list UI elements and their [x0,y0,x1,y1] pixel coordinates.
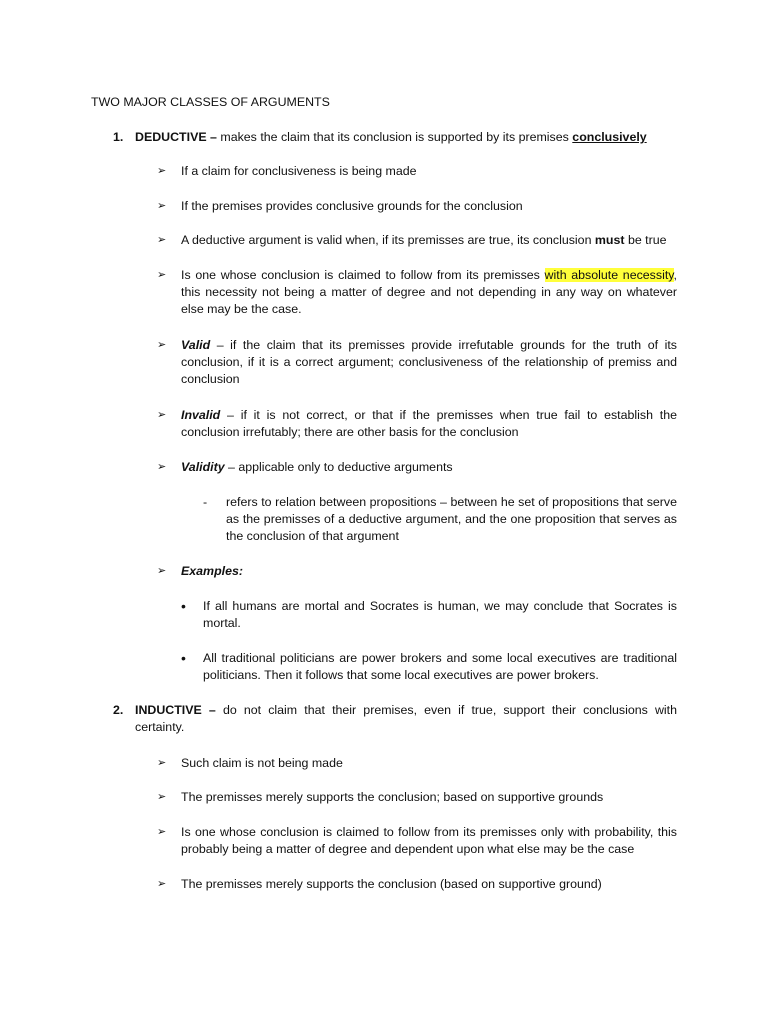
list-item [157,198,677,215]
arrow-bullet-icon: ➢ [157,339,167,351]
list-item [203,494,677,545]
inductive-number: 2. [113,703,124,717]
deductive-definition [135,129,677,146]
validity-subpoint: refers to relation between propositions – between he set of propositions that serve as the premisses of a deductive argument, and the one proposition that serves as the conclusion of that argument [226,495,677,543]
valid-text: – if the claim that its premisses provide irrefutable grounds for the truth of its conclusion, if it is a correct argument; conclusiveness of the relationship of premiss and conclusion [181,338,677,386]
invalid-term: Invalid [181,408,221,422]
inductive-bullet-3: Is one whose conclusion is claimed to follow from its premisses only with probability, this probably being a matter of degree and dependent upon what else may be the case [181,825,677,856]
bullet-text: Is one whose conclusion is claimed to follow from its premisses [181,268,545,282]
list-item [181,650,677,684]
list-item [157,876,677,893]
arrow-bullet-icon: ➢ [157,234,167,246]
arrow-bullet-icon: ➢ [157,791,167,803]
list-item [157,267,677,318]
list-item [157,789,677,806]
validity-definition [181,459,677,476]
deductive-term: DEDUCTIVE – [135,130,217,144]
deductive-bullet-2: If the premises provides conclusive grounds for the conclusion [181,199,523,213]
deductive-number: 1. [113,130,124,144]
list-item [157,563,677,580]
arrow-bullet-icon: ➢ [157,269,167,281]
invalid-definition [181,407,677,441]
deductive-emphasis: conclusively [572,130,647,144]
deductive-section-item [113,129,677,146]
inductive-definition-text: do not claim that their premises, even if true, support their conclusions with certainty. [135,703,678,734]
dot-bullet-icon: • [181,598,186,614]
valid-definition [181,337,677,388]
document-heading: TWO MAJOR CLASSES OF ARGUMENTS [91,95,330,109]
deductive-bullet-1: If a claim for conclusiveness is being made [181,164,417,178]
deductive-definition-text: makes the claim that its conclusion is supported by its premises [216,130,573,144]
arrow-bullet-icon: ➢ [157,165,167,177]
examples-label: Examples: [181,564,243,578]
inductive-term: INDUCTIVE – [135,703,216,717]
dot-bullet-icon: • [181,650,186,666]
list-item [157,337,677,388]
arrow-bullet-icon: ➢ [157,757,167,769]
deductive-bullet-4 [181,267,677,318]
invalid-text: – if it is not correct, or that if the premisses when true fail to establish the conclusion irrefutably; there are other basis for the conclusion [181,408,677,439]
arrow-bullet-icon: ➢ [157,826,167,838]
list-item [157,459,677,476]
valid-term: Valid [181,338,211,352]
list-item [157,163,677,180]
list-item [157,232,677,249]
list-item [157,755,677,772]
arrow-bullet-icon: ➢ [157,878,167,890]
arrow-bullet-icon: ➢ [157,461,167,473]
inductive-section-item [113,702,677,736]
example-1: If all humans are mortal and Socrates is human, we may conclude that Socrates is mortal. [203,599,677,630]
bullet-text: , this necessity not being a matter of degree and not depending in any way on whatever else may be the case. [181,268,677,316]
must-emphasis: must [594,233,625,247]
inductive-definition [135,702,677,736]
arrow-bullet-icon: ➢ [157,565,167,577]
arrow-bullet-icon: ➢ [157,409,167,421]
list-item [157,824,677,858]
inductive-bullet-4: The premisses merely supports the conclusion (based on supportive ground) [181,877,602,891]
bullet-text: A deductive argument is valid when, if its premisses are true, its conclusion [181,233,595,247]
highlighted-phrase: with absolute necessity [544,268,674,282]
list-item [157,407,677,441]
validity-term: Validity [181,460,225,474]
list-item [181,598,677,632]
deductive-bullet-3 [181,232,677,249]
inductive-bullet-2: The premisses merely supports the conclusion; based on supportive grounds [181,790,604,804]
inductive-bullet-1: Such claim is not being made [181,756,343,770]
validity-text: – applicable only to deductive arguments [224,460,453,474]
example-2: All traditional politicians are power brokers and some local executives are traditional politicians. Then it follows that some local executives are power brokers. [203,651,677,682]
arrow-bullet-icon: ➢ [157,200,167,212]
dash-bullet-icon: - [203,495,208,509]
bullet-text: be true [624,233,667,247]
